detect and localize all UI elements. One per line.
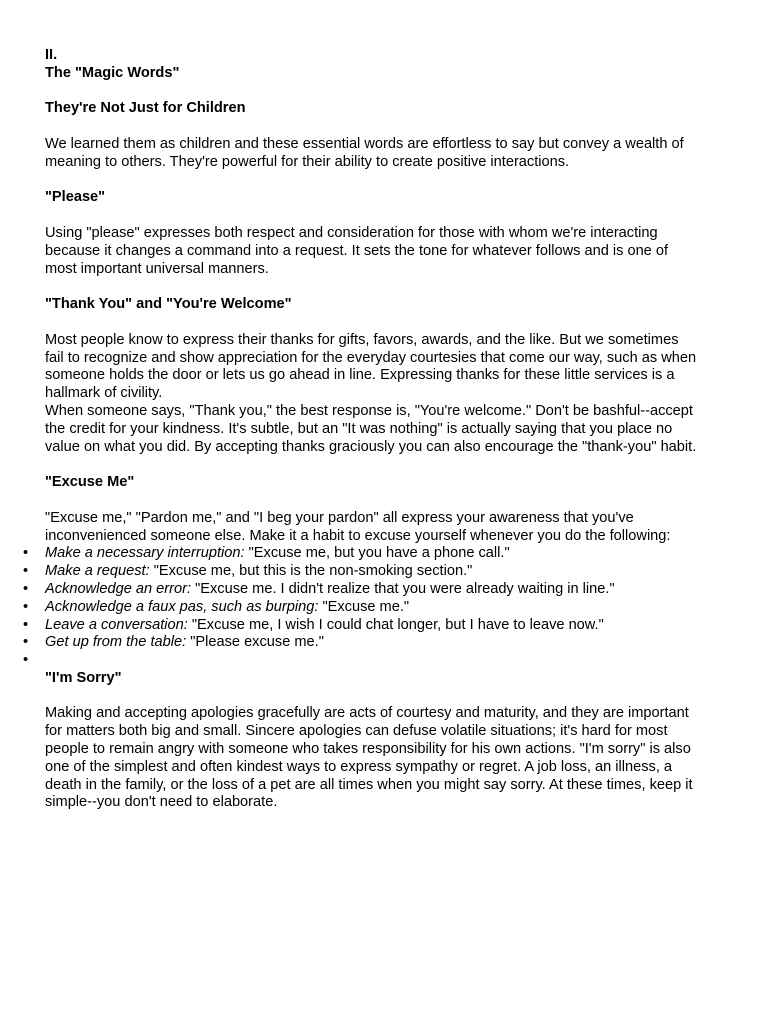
sorry-line: simple--you don't need to elaborate. xyxy=(45,794,278,811)
thanks-line: value on what you did. By accepting thanks graciously you can also encourage the "thank-you" habit. xyxy=(45,438,697,455)
list-item-text: "Excuse me." xyxy=(318,598,410,615)
thanks-line: fail to recognize and show appreciation for the everyday courtesies that come our way, such as when xyxy=(45,349,697,366)
document-title: The "Magic Words" xyxy=(45,64,180,81)
list-item-text: "Excuse me, but this is the non-smoking section." xyxy=(149,563,473,580)
bullet-icon: • xyxy=(23,598,29,615)
please-heading: "Please" xyxy=(45,189,106,206)
list-item xyxy=(23,616,729,635)
sorry-paragraph xyxy=(45,705,729,812)
list-item-lead: Leave a conversation: xyxy=(45,616,188,633)
list-item-text: "Excuse me. I didn't realize that you were already waiting in line." xyxy=(191,580,615,597)
excuse-line: inconvenienced someone else. Make it a habit to excuse yourself whenever you do the following: xyxy=(45,527,671,544)
excuse-paragraph xyxy=(45,510,729,546)
sorry-line: for matters both big and small. Sincere apologies can defuse volatile situations; it's hard for most xyxy=(45,723,668,740)
thanks-line: the credit for your kindness. It's subtle, but an "It was nothing" is actually saying that you place no xyxy=(45,420,673,437)
bullet-icon: • xyxy=(23,563,29,580)
intro-line: meaning to others. They're powerful for their ability to create positive interactions. xyxy=(45,153,570,170)
sorry-line: death in the family, or the loss of a pet are all times when you might say sorry. At these times, keep it xyxy=(45,776,693,793)
intro-paragraph xyxy=(45,136,729,172)
sorry-line: one of the simplest and often kindest ways to express sympathy or regret. A job loss, an illness, a xyxy=(45,758,673,775)
thanks-line: Most people know to express their thanks for gifts, favors, awards, and the like. But we sometimes xyxy=(45,331,679,348)
list-item xyxy=(23,563,729,581)
list-item-lead: Get up from the table: xyxy=(45,634,187,651)
please-line: because it changes a command into a request. It sets the tone for whatever follows and is one of xyxy=(45,242,669,259)
section-number: II. xyxy=(45,47,58,63)
bullet-icon: • xyxy=(23,634,29,651)
list-item-lead: Make a request: xyxy=(45,563,150,580)
bullet-icon: • xyxy=(23,580,29,597)
thanks-heading: "Thank You" and "You're Welcome" xyxy=(45,296,292,313)
please-line: most important universal manners. xyxy=(45,260,269,277)
sorry-heading: "I'm Sorry" xyxy=(45,669,122,686)
sorry-line: people to remain angry with someone who takes responsibility for his own actions. "I'm sorry" is also xyxy=(45,741,691,758)
bullet-icon: • xyxy=(23,616,29,633)
thanks-line: hallmark of civility. xyxy=(45,385,163,402)
document-subtitle: They're Not Just for Children xyxy=(45,100,246,117)
list-item xyxy=(23,652,729,670)
list-item-lead: Make a necessary interruption: xyxy=(45,545,245,562)
document-page xyxy=(23,47,729,812)
bullet-icon: • xyxy=(23,652,29,669)
list-item-text: "Excuse me, I wish I could chat longer, but I have to leave now." xyxy=(187,616,604,633)
list-item-lead: Acknowledge a faux pas, such as burping: xyxy=(45,598,319,615)
excuse-line: "Excuse me," "Pardon me," and "I beg your pardon" all express your awareness that you've xyxy=(45,509,634,526)
please-paragraph xyxy=(45,225,729,278)
list-item xyxy=(23,580,729,599)
sorry-line: Making and accepting apologies gracefully are acts of courtesy and maturity, and they are important xyxy=(45,705,689,722)
list-item xyxy=(23,545,729,563)
bullet-icon: • xyxy=(23,545,29,562)
list-item-text: "Excuse me, but you have a phone call." xyxy=(244,545,510,562)
thanks-paragraph xyxy=(45,332,729,457)
please-line: Using "please" expresses both respect and consideration for those with whom we're interacting xyxy=(45,224,658,241)
thanks-line: someone holds the door or lets us go ahead in line. Expressing thanks for these little services is a xyxy=(45,367,675,384)
list-item xyxy=(23,598,729,617)
list-item-text: "Please excuse me." xyxy=(186,634,324,651)
excuse-list xyxy=(23,545,729,670)
list-item xyxy=(23,634,729,652)
intro-line: We learned them as children and these essential words are effortless to say but convey a wealth of xyxy=(45,135,684,152)
thanks-line: When someone says, "Thank you," the best response is, "You're welcome." Don't be bashful--accept xyxy=(45,402,693,419)
excuse-heading: "Excuse Me" xyxy=(45,474,135,491)
list-item-lead: Acknowledge an error: xyxy=(45,580,192,597)
